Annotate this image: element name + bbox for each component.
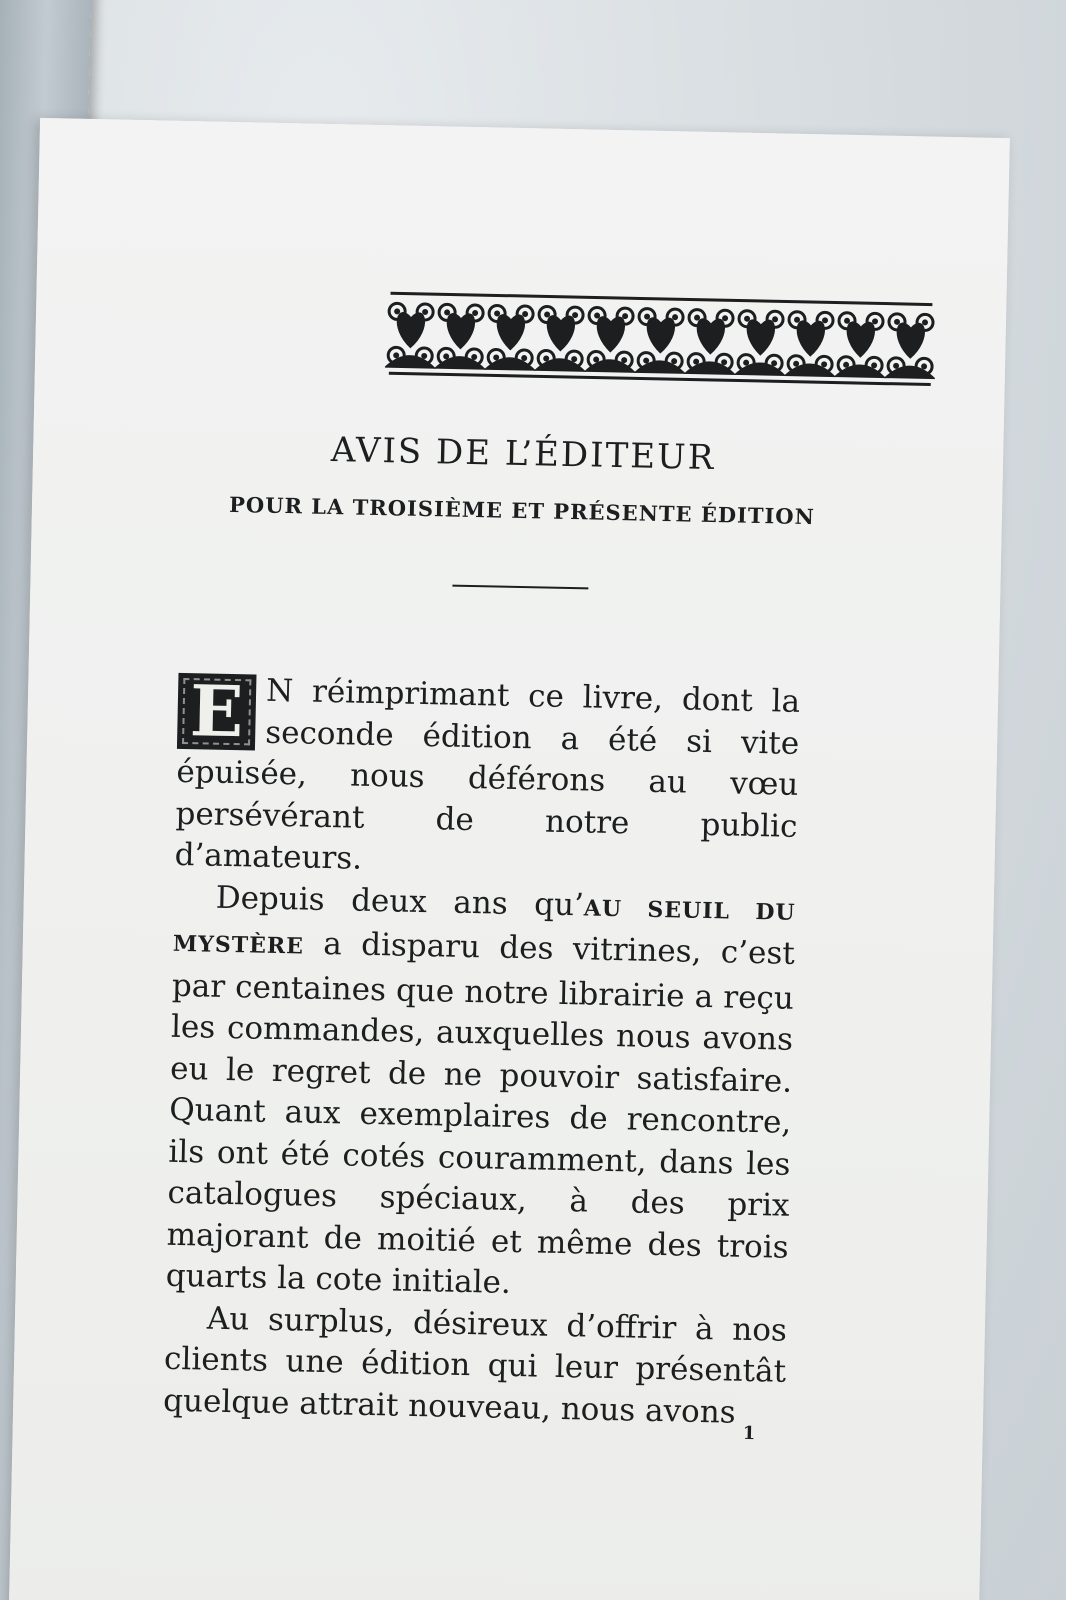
- page-subtitle: POUR LA TROISIÈME ET PRÉSENTE ÉDITION: [228, 491, 816, 530]
- paragraph-3-text: Au surplus, désireux d’offrir à nos clients une édition qui leur présentât quelque attrait nouveau, nous avons: [162, 1300, 788, 1431]
- paragraph-1-lead: N: [265, 672, 294, 710]
- drop-cap-initial: E: [177, 673, 257, 751]
- body-text: [163, 669, 801, 1435]
- ornament-scroll-unit: [485, 305, 536, 370]
- floral-headband-ornament: [385, 287, 937, 390]
- paragraph-2: [165, 876, 796, 1310]
- ornament-scroll-unit: [785, 312, 836, 377]
- page-number: 1: [742, 1422, 756, 1445]
- paragraph-2-after: a disparu des vitrines, c’est par centaines que notre librairie a reçu les commandes, auxquelles nous avons eu le regret de ne pouvoir satisfaire. Quant aux exemplaires de rencontre, ils ont été cotés couramment, dans les catalogues spéciaux, à des prix majorant de moitié et même des trois quarts la cote initiale.: [165, 925, 796, 1301]
- ornament-scroll-unit: [735, 310, 786, 375]
- paragraph-1-text: réimprimant ce livre, dont la seconde édition a été si vite épuisée, nous déférons au vœu persévérant de notre public d’amateurs.: [174, 673, 801, 877]
- ornament-scroll-unit: [835, 313, 886, 378]
- paragraph-1: [174, 669, 800, 889]
- title-rule: [452, 585, 588, 590]
- paragraph-2-before: Depuis deux ans qu’: [215, 879, 585, 923]
- ornament-scroll-unit: [535, 306, 586, 371]
- book-title-reference: AU SEUIL DU MYSTÈRE: [172, 894, 796, 960]
- ornament-scroll-unit: [435, 304, 486, 369]
- ornament-scroll-unit: [685, 309, 736, 374]
- book-page: [8, 118, 1010, 1600]
- ornament-scroll-unit: [585, 307, 636, 372]
- ornament-scroll-unit: [635, 308, 686, 373]
- paragraph-3: [163, 1297, 787, 1434]
- ornament-scroll-unit: [385, 303, 436, 368]
- page-title: AVIS DE L’ÉDITEUR: [330, 430, 716, 479]
- ornament-scroll-unit: [885, 314, 936, 379]
